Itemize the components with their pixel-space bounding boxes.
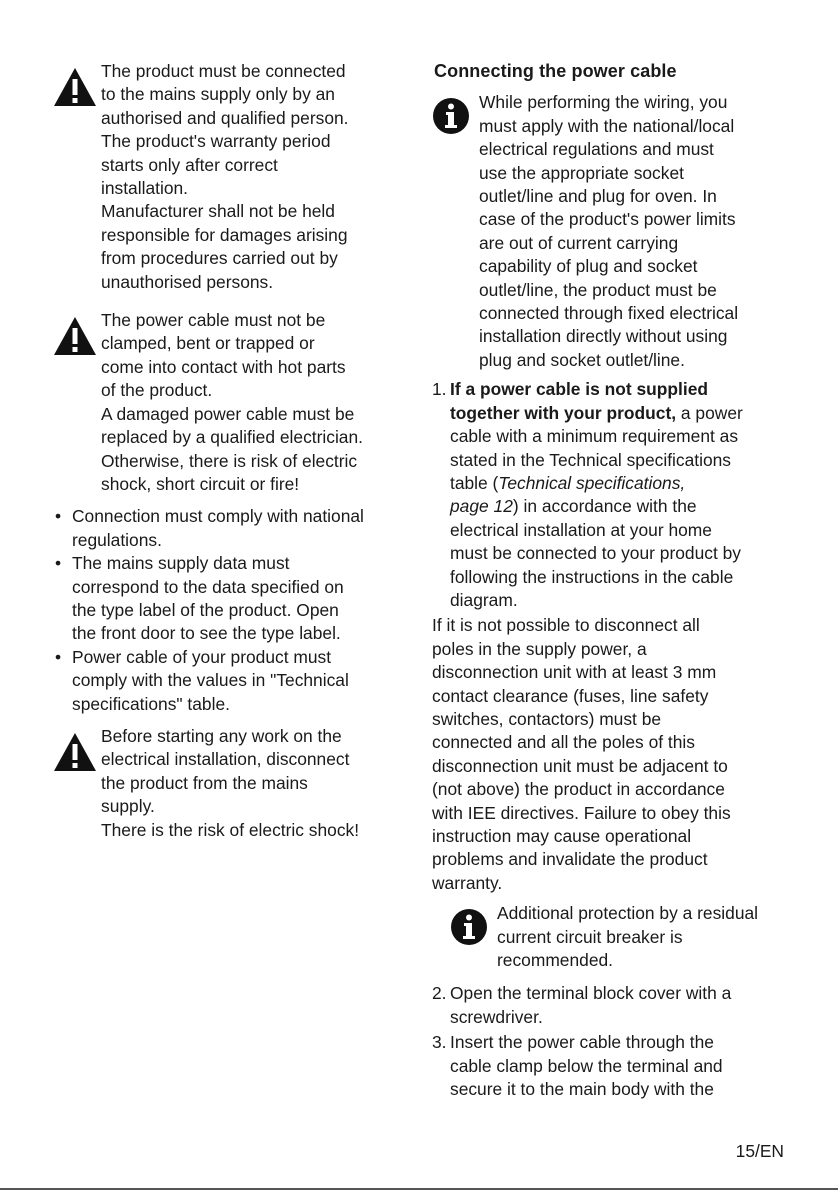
text-line: the front door to see the type label.	[72, 623, 341, 644]
info-wiring-regulations	[432, 91, 802, 372]
text-line: Additional protection by a residual	[497, 903, 759, 924]
text-line: electrical regulations and must	[479, 139, 714, 160]
text-line: the type label of the product. Open	[72, 599, 339, 620]
text-line: Manufacturer shall not be held	[101, 201, 335, 222]
text-line: electrical installation at your home	[450, 519, 712, 540]
text-line: Otherwise, there is risk of electric	[101, 450, 358, 471]
text-line: The product's warranty period	[101, 131, 331, 152]
text-line: outlet/line, the product must be	[479, 279, 717, 300]
text-line: regulations.	[72, 529, 162, 550]
step-1-bold-lead-cont: together with your product,	[450, 402, 677, 423]
text-line: poles in the supply power, a	[432, 638, 647, 659]
text-line: unauthorised persons.	[101, 271, 274, 292]
step-1	[432, 378, 802, 612]
text-line: must apply with the national/local	[479, 115, 735, 136]
text-line: While performing the wiring, you	[479, 92, 728, 113]
text-line: contact clearance (fuses, line safety	[432, 685, 709, 706]
step-number: 3.	[432, 1032, 447, 1053]
list-item	[52, 646, 407, 716]
list-item	[52, 505, 407, 552]
text-line: A damaged power cable must be	[101, 403, 355, 424]
text-fragment: ) in accordance with the	[512, 496, 697, 517]
cross-reference: Technical specifications,	[498, 472, 686, 493]
text-line: clamped, bent or trapped or	[101, 333, 315, 354]
text-line: instruction may cause operational	[432, 826, 692, 846]
text-line: with IEE directives. Failure to obey this	[432, 802, 731, 823]
text-line: Before starting any work on the	[101, 725, 342, 746]
text-line: correspond to the data specified on	[72, 576, 344, 597]
text-line: specifications" table.	[72, 693, 230, 714]
text-line: • Power cable of your product must	[72, 646, 332, 667]
text-line: screwdriver.	[450, 1006, 543, 1027]
text-line: comply with the values in "Technical	[72, 670, 349, 691]
text-line: come into contact with hot parts	[101, 356, 346, 377]
text-line: responsible for damages arising	[101, 224, 348, 245]
warning-triangle-icon	[52, 315, 98, 357]
text-line: use the appropriate socket	[479, 162, 684, 183]
text-line: plug and socket outlet/line.	[479, 349, 685, 370]
text-line: replaced by a qualified electrician.	[101, 427, 363, 448]
text-line: recommended.	[497, 950, 613, 971]
text-line: installation directly without using	[479, 326, 728, 347]
text-fragment: a power	[676, 402, 743, 423]
text-line: The power cable must not be	[101, 310, 326, 331]
text-line: warranty.	[432, 872, 503, 893]
text-line: (not above) the product in accordance	[432, 779, 725, 800]
text-line: installation.	[101, 178, 189, 199]
disconnection-paragraph	[432, 614, 802, 895]
step-1-bold-lead: If a power cable is not supplied	[450, 379, 709, 400]
text-line: switches, contactors) must be	[432, 708, 662, 729]
text-line: current circuit breaker is	[497, 926, 683, 947]
text-line: must be connected to your product by	[450, 543, 741, 564]
text-fragment: table (	[450, 472, 499, 493]
text-line: Open the terminal block cover with a	[450, 983, 732, 1004]
text-line: Insert the power cable through the	[450, 1032, 714, 1053]
step-2	[432, 982, 802, 1029]
warning-connection-authorised	[52, 60, 407, 294]
info-circle-icon	[432, 97, 470, 135]
step-number: 1.	[432, 379, 447, 400]
text-line: • Connection must comply with national	[72, 506, 364, 527]
text-line: disconnection unit must be adjacent to	[432, 755, 728, 776]
text-line: shock, short circuit or fire!	[101, 473, 300, 494]
warning-disconnect-before-work	[52, 725, 407, 842]
text-line: disconnection unit with at least 3 mm	[432, 662, 717, 683]
step-3	[432, 1031, 802, 1101]
text-line: outlet/line and plug for oven. In	[479, 186, 717, 207]
warning-triangle-icon	[52, 66, 98, 108]
text-line: connected and all the poles of this	[432, 732, 695, 753]
text-line: of the product.	[101, 380, 213, 401]
bottom-divider	[0, 1188, 838, 1190]
text-line: connected through fixed electrical	[479, 303, 739, 324]
text-line: electrical installation, disconnect	[101, 749, 350, 770]
step-number: 2.	[432, 983, 447, 1004]
text-line: supply.	[101, 796, 155, 817]
text-line: secure it to the main body with the	[450, 1079, 714, 1100]
text-line: cable with a minimum requirement as	[450, 426, 739, 447]
info-residual-current-breaker	[450, 902, 802, 972]
text-line: diagram.	[450, 589, 518, 610]
text-line: cable clamp below the terminal and	[450, 1055, 723, 1076]
left-column	[52, 60, 407, 857]
text-line: to the mains supply only by an	[101, 84, 335, 105]
text-line: case of the product's power limits	[479, 209, 736, 230]
info-circle-icon	[450, 908, 488, 946]
text-line: are out of current carrying	[479, 232, 679, 253]
requirements-bullet-list	[52, 505, 407, 716]
text-line: The product must be connected	[101, 61, 346, 81]
text-line: starts only after correct	[101, 154, 278, 175]
warning-triangle-icon	[52, 731, 98, 773]
text-line: There is the risk of electric shock!	[101, 819, 360, 840]
text-line: from procedures carried out by	[101, 248, 338, 269]
text-line: capability of plug and socket	[479, 256, 698, 277]
text-line: following the instructions in the cable	[450, 566, 734, 587]
text-line: authorised and qualified person.	[101, 107, 349, 128]
text-line: the product from the mains	[101, 772, 308, 793]
right-column	[432, 60, 802, 1103]
page-number: 15/EN	[735, 1141, 784, 1161]
section-heading: Connecting the power cable	[434, 61, 677, 81]
warning-power-cable-damage	[52, 309, 407, 496]
text-line: • The mains supply data must	[72, 553, 290, 574]
text-line: If it is not possible to disconnect all	[432, 615, 700, 636]
text-line: problems and invalidate the product	[432, 849, 708, 870]
text-line: stated in the Technical specifications	[450, 449, 731, 470]
list-item	[52, 552, 407, 646]
cross-reference-page: page 12	[450, 496, 513, 517]
